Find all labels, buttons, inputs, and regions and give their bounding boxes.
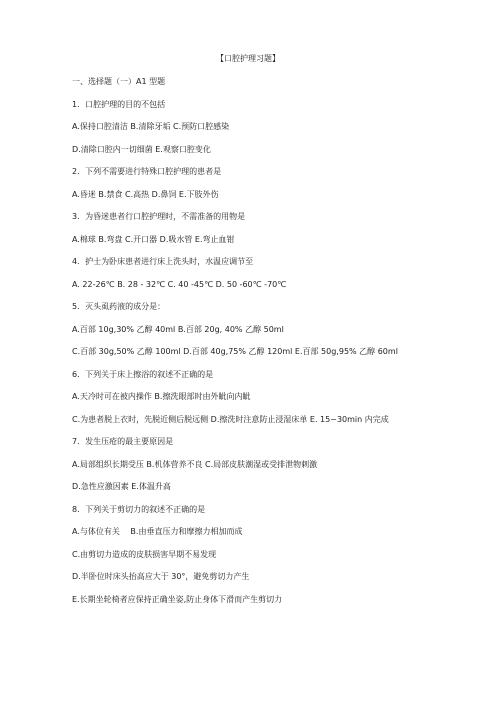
question-6-options-b: C.为患者脱上衣时，先脱近侧后脱远侧 D.擦洗时注意防止浸湿床单 E. 15~30min 内完成	[72, 414, 389, 424]
question-5: 5．灭头虱药液的成分是：	[72, 302, 166, 311]
question-8-option-e: E.长期坐轮椅者应保持正确坐姿,防止身体下滑而产生剪切力	[72, 594, 283, 604]
question-7-options-a: A.局部组织长期受压 B.机体营养不良 C.局部皮肤潮湿或受排泄物刺激	[72, 459, 318, 469]
document-title: 【口腔护理习题】	[216, 54, 280, 63]
question-1: 1．口腔护理的目的不包括	[72, 99, 166, 109]
question-1-options-b: D.清除口腔内一切细菌 E.观察口腔变化	[72, 144, 211, 154]
question-list	[72, 77, 484, 617]
question-5-options-a: A.百部 10g,30% 乙醇 40ml B.百部 20g, 40% 乙醇 50ml	[72, 324, 284, 334]
question-4-options: A. 22-26℃ B. 28 - 32℃ C. 40 -45℃ D. 50 -60℃ -70℃	[72, 279, 287, 289]
question-8: 8．下列关于剪切力的叙述不正确的是	[72, 504, 206, 514]
question-7: 7．发生压疮的最主要原因是	[72, 437, 174, 446]
question-3-options: A.棉球 B.弯盘 C.开口器 D.吸水管 E.弯止血钳	[72, 234, 235, 244]
section-heading: 一、选择题（一）A1 型题	[72, 77, 166, 86]
question-4: 4．护士为卧床患者进行床上洗头时，水温应调节至	[72, 257, 254, 266]
question-5-options-b: C.百部 30g,50% 乙醇 100ml D.百部 40g,75% 乙醇 120ml E.百部 50g,95% 乙醇 60ml	[72, 347, 398, 356]
question-3: 3．为昏迷患者行口腔护理时，不需准备的用物是	[72, 212, 246, 221]
question-2-options: A.昏迷 B.禁食 C.高热 D.鼻饲 E.下肢外伤	[72, 189, 219, 199]
question-6-options-a: A.天冷时可在被内操作 B.擦洗眼部时由外眦向内眦	[72, 392, 251, 401]
question-8-option-d: D.半卧位时床头抬高应大于 30°，避免剪切力产生	[72, 572, 250, 581]
question-2: 2．下列不需要进行特殊口腔护理的患者是	[72, 167, 222, 176]
question-6: 6．下列关于床上擦浴的叙述不正确的是	[72, 369, 214, 379]
question-8-option-ab: A.与体位有关 B.由垂直压力和摩擦力相加而成	[72, 527, 243, 536]
question-7-options-b: D.急性应激因素 E.体温升高	[72, 482, 171, 491]
question-8-option-c: C.由剪切力造成的皮肤损害早期不易发现	[72, 549, 217, 559]
question-1-options-a: A.保持口腔清洁 B.清除牙垢 C.预防口腔感染	[72, 122, 230, 131]
